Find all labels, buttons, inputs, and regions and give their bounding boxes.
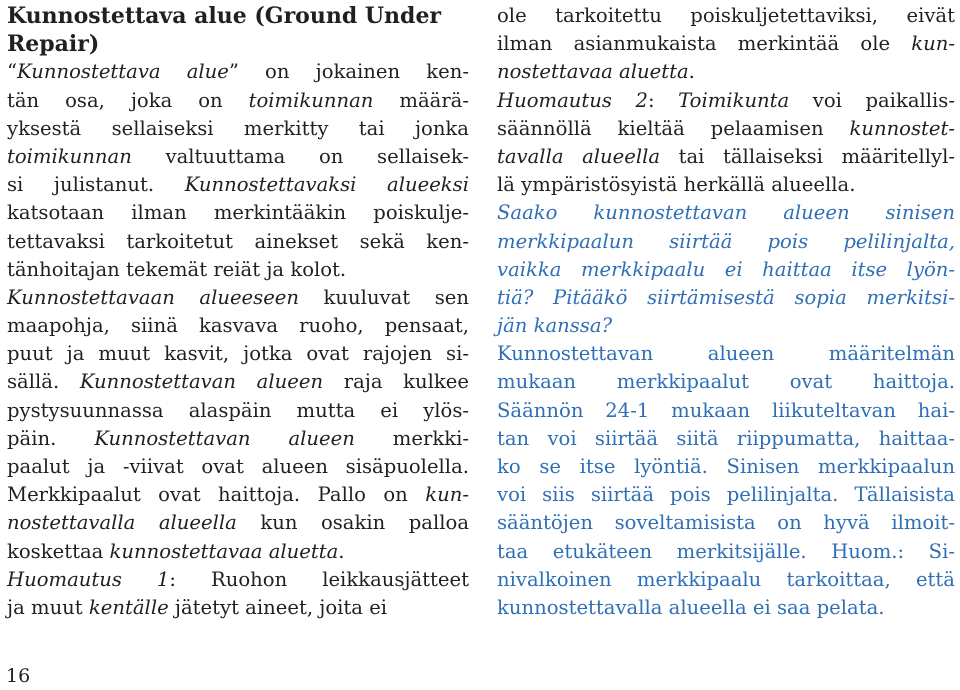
text-run: maapohja, siinä kasvava ruoho, pensaat, [7,314,469,338]
left-column [7,2,469,622]
text-line [7,340,469,368]
text-run: kun- [425,483,469,507]
text-run: ole tarkoitettu poiskuljetettaviksi, eivät [497,4,955,27]
text-line [7,228,469,256]
text-run: Kunnostettavan alueen määritelmän [497,342,955,366]
text-run: kunnostet- [849,116,955,140]
text-run: Huomautus 1 [7,567,170,591]
text-line [497,453,955,481]
text-run: määrä- [373,88,469,112]
text-line [497,58,955,86]
text-run: Kunnostettava alue (Ground Under [7,3,442,29]
text-run: nostettavaa aluetta [497,60,689,84]
text-run: kun osakin palloa [236,511,469,535]
text-run: ko se itse lyöntiä. Sinisen merkkipaalun [497,455,955,478]
text-run: Kunnostettava alue [17,60,229,84]
text-run: vaikka merkkipaalu ei haittaa itse lyön- [497,257,955,281]
text-run: tiä? Pitääkö siirtämisestä sopia merkitsi- [497,285,955,309]
text-run: Säännön 24-1 mukaan liikuteltavan hai- [497,398,955,422]
text-run: Kunnostettavan alueen [79,370,324,394]
text-run: nivalkoinen merkkipaalu tarkoittaa, että [497,567,955,591]
text-line [497,2,955,30]
text-run: ja muut [7,595,89,619]
text-run: sääntöjen soveltamisista on hyvä ilmoit- [497,511,955,535]
text-line [7,425,469,453]
text-line [497,30,955,58]
text-run: kentälle [88,595,169,619]
text-run: säännöllä kieltää pelaamisen [497,116,850,140]
text-run: toimikunnan [7,144,132,168]
text-run: tettavaksi tarkoitetut ainekset sekä ken- [7,229,469,253]
text-line [7,143,469,171]
text-run: merkki- [354,426,469,450]
text-line [497,566,955,594]
text-run: kun- [911,32,955,56]
text-line [7,368,469,396]
text-run: valtuuttama on sellaisek- [131,144,469,168]
text-run: tai tällaiseksi määritellyl- [660,144,955,168]
text-run: kuuluvat sen [299,285,469,309]
text-line [7,171,469,199]
text-line [497,143,955,171]
text-line [497,538,955,566]
text-run: yksestä sellaiseksi merkitty tai jonka [7,116,469,140]
text-run: voi siis siirtää pois pelilinjalta. Tällaisista [497,483,955,507]
text-run: kunnostettavaa aluetta [109,539,339,563]
text-run: pystysuunnassa alaspäin mutta ei ylös- [7,398,469,422]
text-run: puut ja muut kasvit, jotka ovat rajojen si- [7,342,469,366]
text-run: Repair) [7,31,100,58]
section-heading-line [7,2,469,30]
text-run: ” on jokainen ken- [228,60,469,84]
text-run: Merkkipaalut ovat haittoja. Pallo on [7,483,426,507]
text-line [7,199,469,227]
text-run: kunnostettavalla alueella ei saa pelata. [497,595,885,619]
text-line [7,58,469,86]
text-run: katsotaan ilman merkintääkin poiskulje- [7,201,469,225]
text-run: . [688,60,695,84]
text-run: merkkipaalun siirtää pois pelilinjalta, [497,229,955,253]
text-line [7,256,469,284]
text-line [497,87,955,115]
text-line [7,397,469,425]
text-run: jätetyt aineet, joita ei [168,595,388,619]
text-run: jän kanssa? [497,314,613,338]
text-run: . [338,539,345,563]
text-run: : [647,88,679,112]
text-run: Saako kunnostettavan alueen sinisen [497,201,955,225]
text-line [497,284,955,312]
right-column [497,2,955,622]
text-line [7,87,469,115]
text-line [497,509,955,537]
text-line [7,284,469,312]
text-line [497,312,955,340]
text-line [497,368,955,396]
text-line [7,312,469,340]
text-run: Kunnostettavan alueen [94,426,355,450]
text-line [497,199,955,227]
text-run: lä ympäristösyistä herkällä alueella. [497,173,856,197]
text-line [7,509,469,537]
text-run: tavalla alueella [497,144,661,168]
text-line [497,481,955,509]
text-line [497,594,955,622]
text-run: “ [7,60,18,84]
text-run: voi paikallis- [789,88,955,112]
text-run: tan voi siirtää siitä riippumatta, haittaa- [497,426,955,450]
text-run: koskettaa [7,539,110,563]
text-run: paalut ja -viivat ovat alueen sisäpuolella. [7,455,469,478]
text-line [497,115,955,143]
text-run: si julistanut. [7,173,185,197]
text-run: Huomautus 2 [497,88,648,112]
text-line [497,425,955,453]
text-run: raja kulkee [323,370,469,394]
text-line [7,453,469,481]
text-line [497,397,955,425]
text-run: tän osa, joka on [7,88,249,112]
text-run: tänhoitajan tekemät reiät ja kolot. [7,257,347,281]
text-line [7,115,469,143]
text-run: mukaan merkkipaalut ovat haittoja. [497,370,955,394]
text-line [7,538,469,566]
page-number: 16 [6,665,31,687]
text-run: sällä. [7,370,80,394]
text-run: toimikunnan [248,88,374,112]
text-run: taa etukäteen merkitsijälle. Huom.: Si- [497,539,955,563]
text-line [7,566,469,594]
text-run: ilman asianmukaista merkintää ole [497,32,912,56]
text-run: Kunnostettavaksi alueeksi [184,173,469,197]
text-run: Kunnostettavaan alueeseen [7,285,300,309]
text-line [7,481,469,509]
text-run: päin. [7,426,95,450]
text-run: nostettavalla alueella [7,511,237,535]
text-line [497,340,955,368]
text-line [497,171,955,199]
text-line [497,256,955,284]
text-run: Toimikunta [678,88,790,112]
text-run: : Ruohon leikkausjätteet [169,567,469,591]
text-line [7,594,469,622]
text-line [497,228,955,256]
section-heading-line [7,30,469,58]
